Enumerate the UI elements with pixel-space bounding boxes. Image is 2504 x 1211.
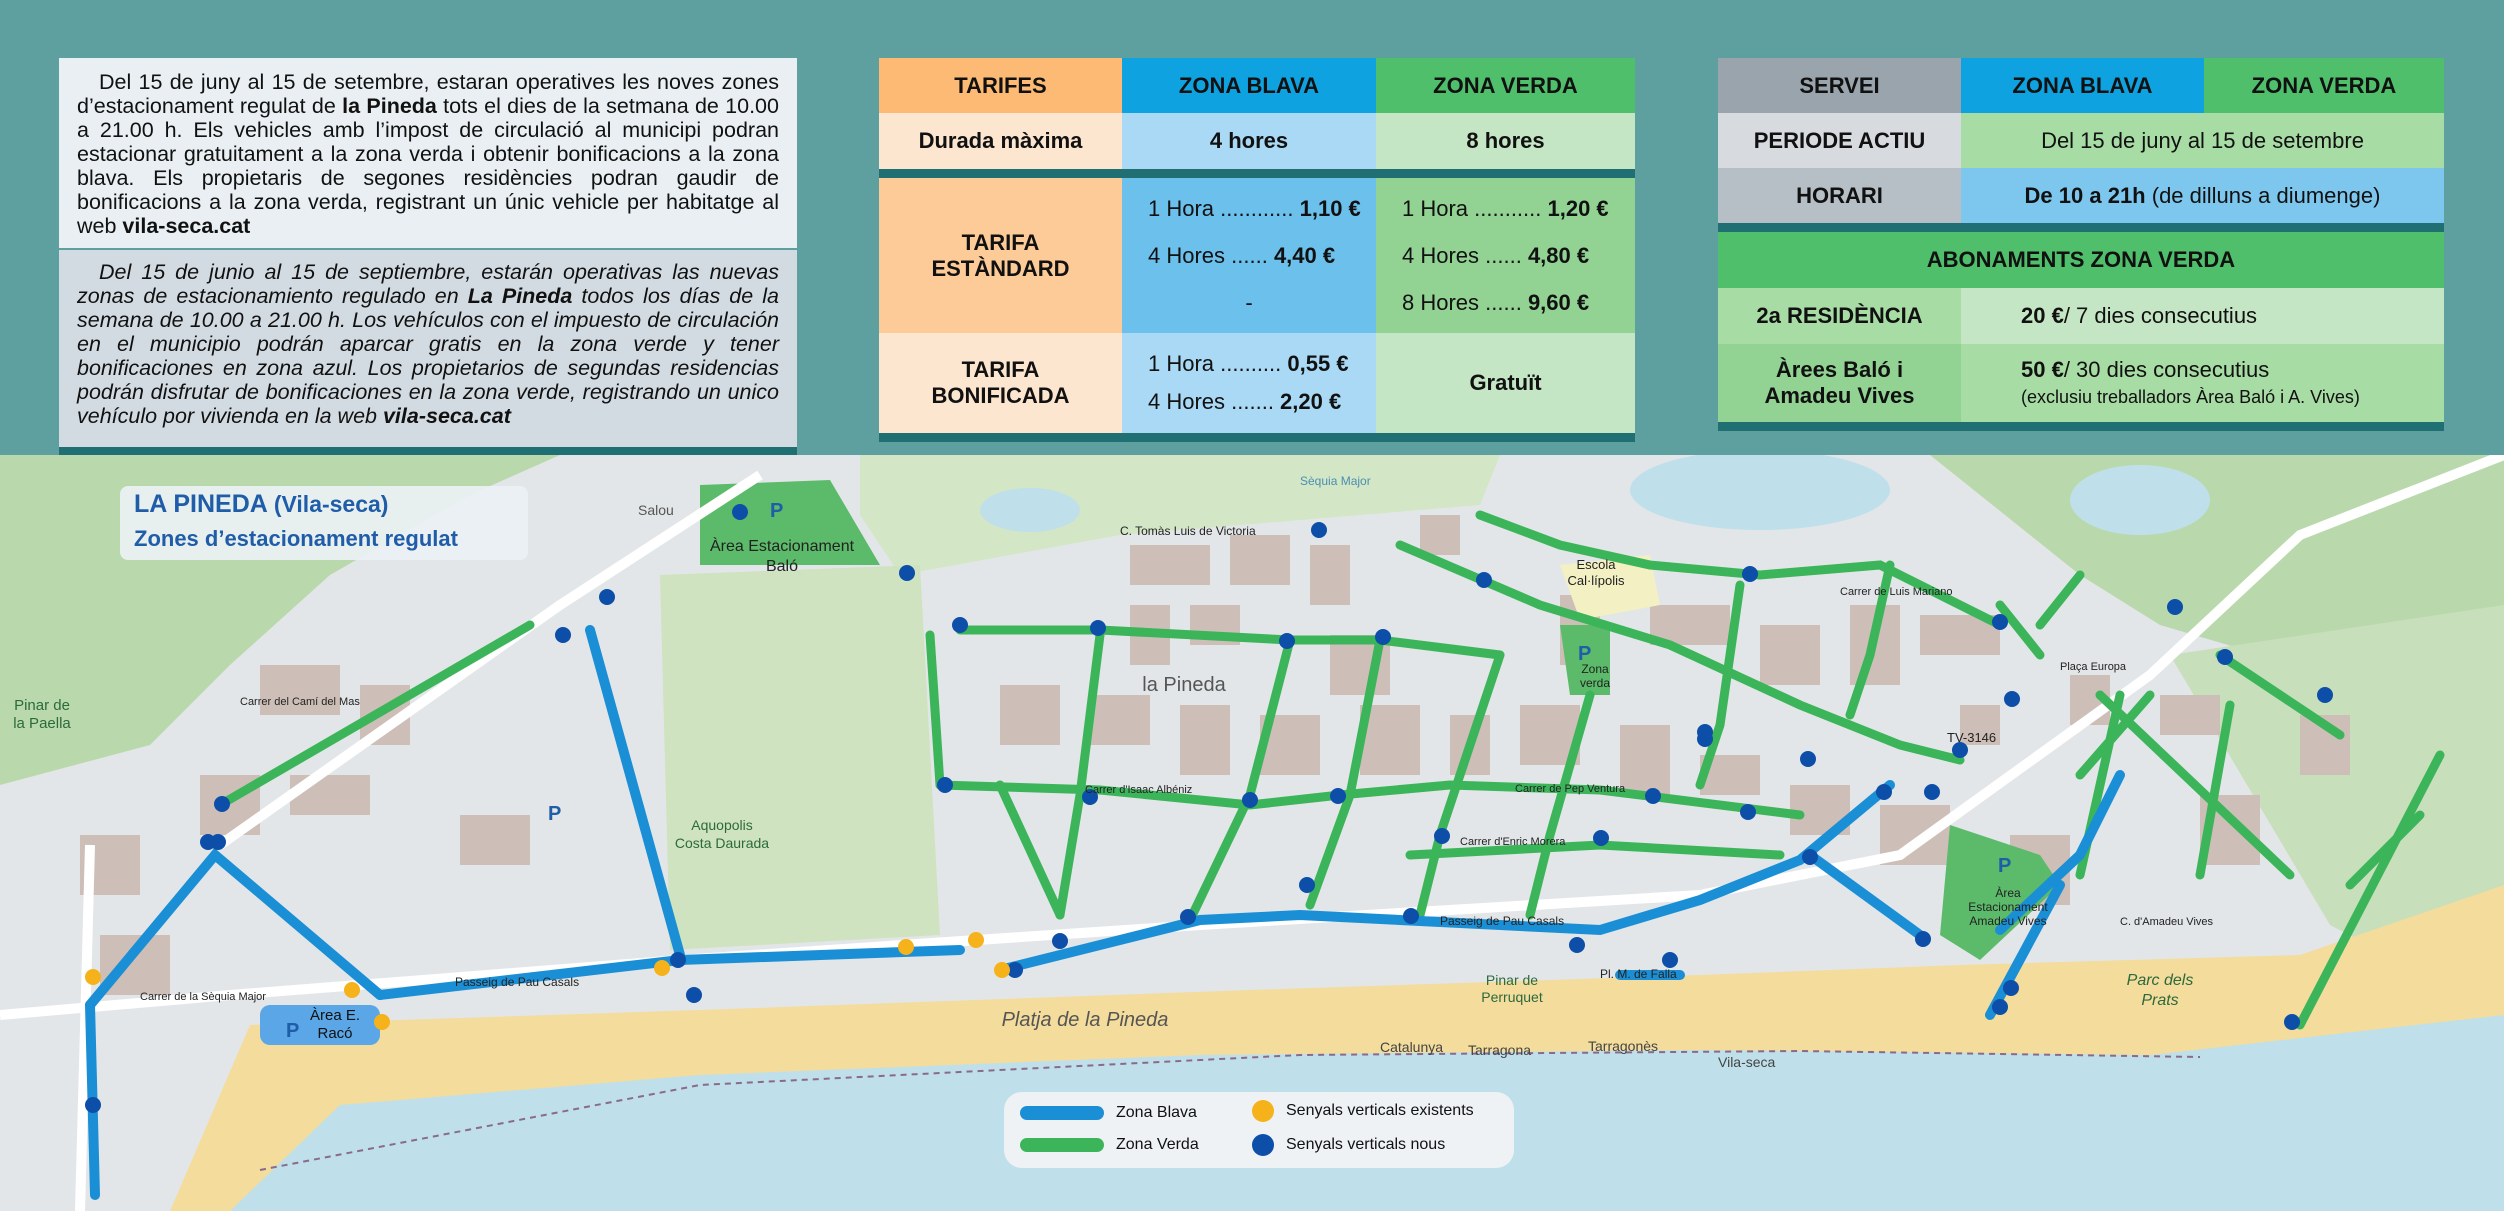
label-salou: Salou <box>638 502 674 518</box>
label-amadeu: Àrea <box>1995 886 2021 900</box>
parking-icon: P <box>1578 643 1592 665</box>
horari-value: De 10 a 21h (de dilluns a diumenge) <box>1961 168 2444 223</box>
durada-blava: 4 hores <box>1122 113 1376 169</box>
label-luis: Carrer de Luis Mariano <box>1840 586 1953 598</box>
label-enric: Carrer d'Enric Morera <box>1460 836 1566 848</box>
label-tarragones: Tarragonès <box>1588 1038 1659 1054</box>
legend-zona-blava: Zona Blava <box>1020 1104 1197 1122</box>
label-paella: Pinar de <box>14 697 70 714</box>
arees-value: 50 €/ 30 dies consecutius (exclusiu treballadors Àrea Baló i A. Vives) <box>1961 344 2444 422</box>
notice-es-text1: Del 15 de junio al 15 de septiembre, estarán operativas las nuevas zonas de estacionamiento regulado en <box>77 260 779 308</box>
notice-ca-bold1: la Pineda <box>342 94 437 118</box>
rate-row: - <box>1245 290 1253 315</box>
zona-verda-header: ZONA VERDA <box>2204 58 2444 113</box>
label-platja: Platja de la Pineda <box>1001 1009 1169 1031</box>
rate-row: 1 Hora .......... 0,55 € <box>1148 351 1349 376</box>
notice-panel <box>59 58 797 455</box>
tarifa-estandard-label: TARIFA ESTÀNDARD <box>879 178 1122 333</box>
notice-ca-text1: Del 15 de juny al 15 de setembre, estaran operatives les noves zones d’estacionament regulat de <box>77 70 779 118</box>
legend-existents: Senyals verticals existents <box>1252 1100 1474 1122</box>
residencia-value: 20 €/ 7 dies consecutius <box>1961 288 2444 344</box>
parking-icon: P <box>1998 855 2012 877</box>
label-raco: Racó <box>317 1025 353 1042</box>
horari-label: HORARI <box>1718 168 1961 223</box>
periode-value: Del 15 de juny al 15 de setembre <box>1961 113 2444 168</box>
lake <box>980 488 1080 532</box>
label-isaac: Carrer d'Isaac Albéniz <box>1085 784 1193 796</box>
label-zona-verda: Zona <box>1581 662 1609 676</box>
label-raco: Àrea E. <box>309 1007 361 1024</box>
notice-ca-link[interactable]: vila-seca.cat <box>122 214 251 238</box>
legend-dot-blue <box>1252 1134 1274 1156</box>
label-zona-verda: verda <box>1579 676 1611 690</box>
label-europa: Plaça Europa <box>2060 661 2127 673</box>
notice-catalan <box>59 58 797 248</box>
label-perruquet: Perruquet <box>1481 989 1543 1005</box>
label-balo: Àrea Estacionament <box>709 538 855 555</box>
tarifa-bonificada-label: TARIFA BONIFICADA <box>879 333 1122 433</box>
legend-line-blue <box>1020 1106 1104 1120</box>
tarifa-bonificada-verda: Gratuït <box>1376 333 1635 433</box>
rate-row: 4 Hores ....... 2,20 € <box>1148 389 1342 414</box>
zona-verda-header: ZONA VERDA <box>1376 58 1635 113</box>
parking-icon: P <box>548 803 562 825</box>
durada-verda: 8 hores <box>1376 113 1635 169</box>
label-balo: Baló <box>765 558 799 575</box>
label-amadeu: Amadeu Vives <box>1969 914 2047 928</box>
rate-row: 1 Hora ........... 1,20 € <box>1402 196 1609 221</box>
rate-row: 1 Hora ............ 1,10 € <box>1148 196 1361 221</box>
residencia-label: 2a RESIDÈNCIA <box>1718 288 1961 344</box>
label-escola: Escola <box>1576 557 1616 572</box>
map-subtitle: Zones d’estacionament regulat <box>134 526 458 551</box>
label-vilaseca: Vila-seca <box>1718 1054 1776 1070</box>
label-pep-ventura: Carrer de Pep Ventura <box>1515 783 1626 795</box>
abonaments-title: ABONAMENTS ZONA VERDA <box>1718 232 2444 288</box>
notice-es-bold1: La Pineda <box>467 284 573 308</box>
label-aquopolis: Costa Daurada <box>674 835 770 851</box>
label-perruquet: Pinar de <box>1485 972 1539 988</box>
tarifa-bonificada-blava <box>1122 333 1376 433</box>
label-tv3146: TV-3146 <box>1947 730 1997 745</box>
legend-dot-yellow <box>1252 1100 1274 1122</box>
servei-table <box>1718 58 2444 431</box>
aquopolis-area <box>660 565 940 950</box>
legend-nous: Senyals verticals nous <box>1252 1134 1445 1156</box>
label-passeig: Passeig de Pau Casals <box>455 975 580 989</box>
durada-label: Durada màxima <box>879 113 1122 169</box>
servei-header: SERVEI <box>1718 58 1961 113</box>
tarifes-table <box>879 58 1635 442</box>
zona-blava-header: ZONA BLAVA <box>1961 58 2204 113</box>
arees-label: Àrees Baló i Amadeu Vives <box>1718 344 1961 422</box>
notice-spanish <box>59 250 797 447</box>
label-sequia-major: Carrer de la Sèquia Major <box>140 991 266 1003</box>
label-prats: Prats <box>2141 992 2179 1009</box>
periode-label: PERIODE ACTIU <box>1718 113 1961 168</box>
label-prats: Parc dels <box>2126 972 2194 989</box>
parking-icon: P <box>770 500 784 522</box>
label-sequia: Sèquia Major <box>1300 474 1371 488</box>
rate-row: 4 Hores ...... 4,80 € <box>1402 243 1590 268</box>
label-catalunya: Catalunya <box>1380 1039 1444 1055</box>
tarifes-header: TARIFES <box>879 58 1122 113</box>
label-passeig: Passeig de Pau Casals <box>1440 914 1565 928</box>
rate-row: 8 Hores ...... 9,60 € <box>1402 290 1590 315</box>
zona-blava-header: ZONA BLAVA <box>1122 58 1376 113</box>
map-title: LA PINEDA (Vila-seca) <box>134 490 389 518</box>
tarifa-estandard-verda <box>1376 178 1635 333</box>
map-legend <box>1004 1092 1514 1168</box>
label-amadeu-vives: C. d'Amadeu Vives <box>2120 916 2214 928</box>
label-tarragona: Tarragona <box>1468 1042 1532 1058</box>
label-paella: la Paella <box>13 715 71 732</box>
label-tomas: C. Tomàs Luis de Victoria <box>1120 524 1256 538</box>
label-pineda: la Pineda <box>1142 674 1226 696</box>
label-aquopolis: Aquopolis <box>691 817 753 833</box>
notice-es-link[interactable]: vila-seca.cat <box>382 404 511 428</box>
notice-ca-text2: tots el dies de la setmana de 10.00 a 21.00 h. Els vehicles amb l’impost de circulació al municipi podran estacionar gratuitament a la zona verda i obtenir bonificacions a la zona blava. Els propietaris de segones residències podran gaudir de bonificacions a la zona verda, registrant un únic vehicle per habitatge al web <box>77 94 779 238</box>
label-cami-del-mas: Carrer del Camí del Mas <box>240 696 360 708</box>
parking-icon: P <box>286 1020 300 1042</box>
label-escola: Cal·lípolis <box>1567 573 1625 588</box>
notice-es-text2: todos los días de la semana de 10.00 a 21.00 h. Los vehículos con el impuesto de circulación en el municipio podrán aparcar gratis en la zona verde y tener bonificaciones en zona azul. Los propietarios de segundas residencias podrán disfrutar de bonificaciones en la zona verde, registrando un unico vehículo por vivienda en la web <box>77 284 779 428</box>
tarifa-estandard-blava <box>1122 178 1376 333</box>
legend-zona-verda: Zona Verda <box>1020 1136 1199 1154</box>
rate-row: 4 Hores ...... 4,40 € <box>1148 243 1336 268</box>
legend-line-green <box>1020 1138 1104 1152</box>
map-title-box <box>120 486 528 560</box>
lake <box>2070 465 2210 535</box>
label-falla: Pl. M. de Falla <box>1600 967 1677 981</box>
divider <box>59 447 797 455</box>
label-amadeu: Estacionament <box>1968 900 2048 914</box>
